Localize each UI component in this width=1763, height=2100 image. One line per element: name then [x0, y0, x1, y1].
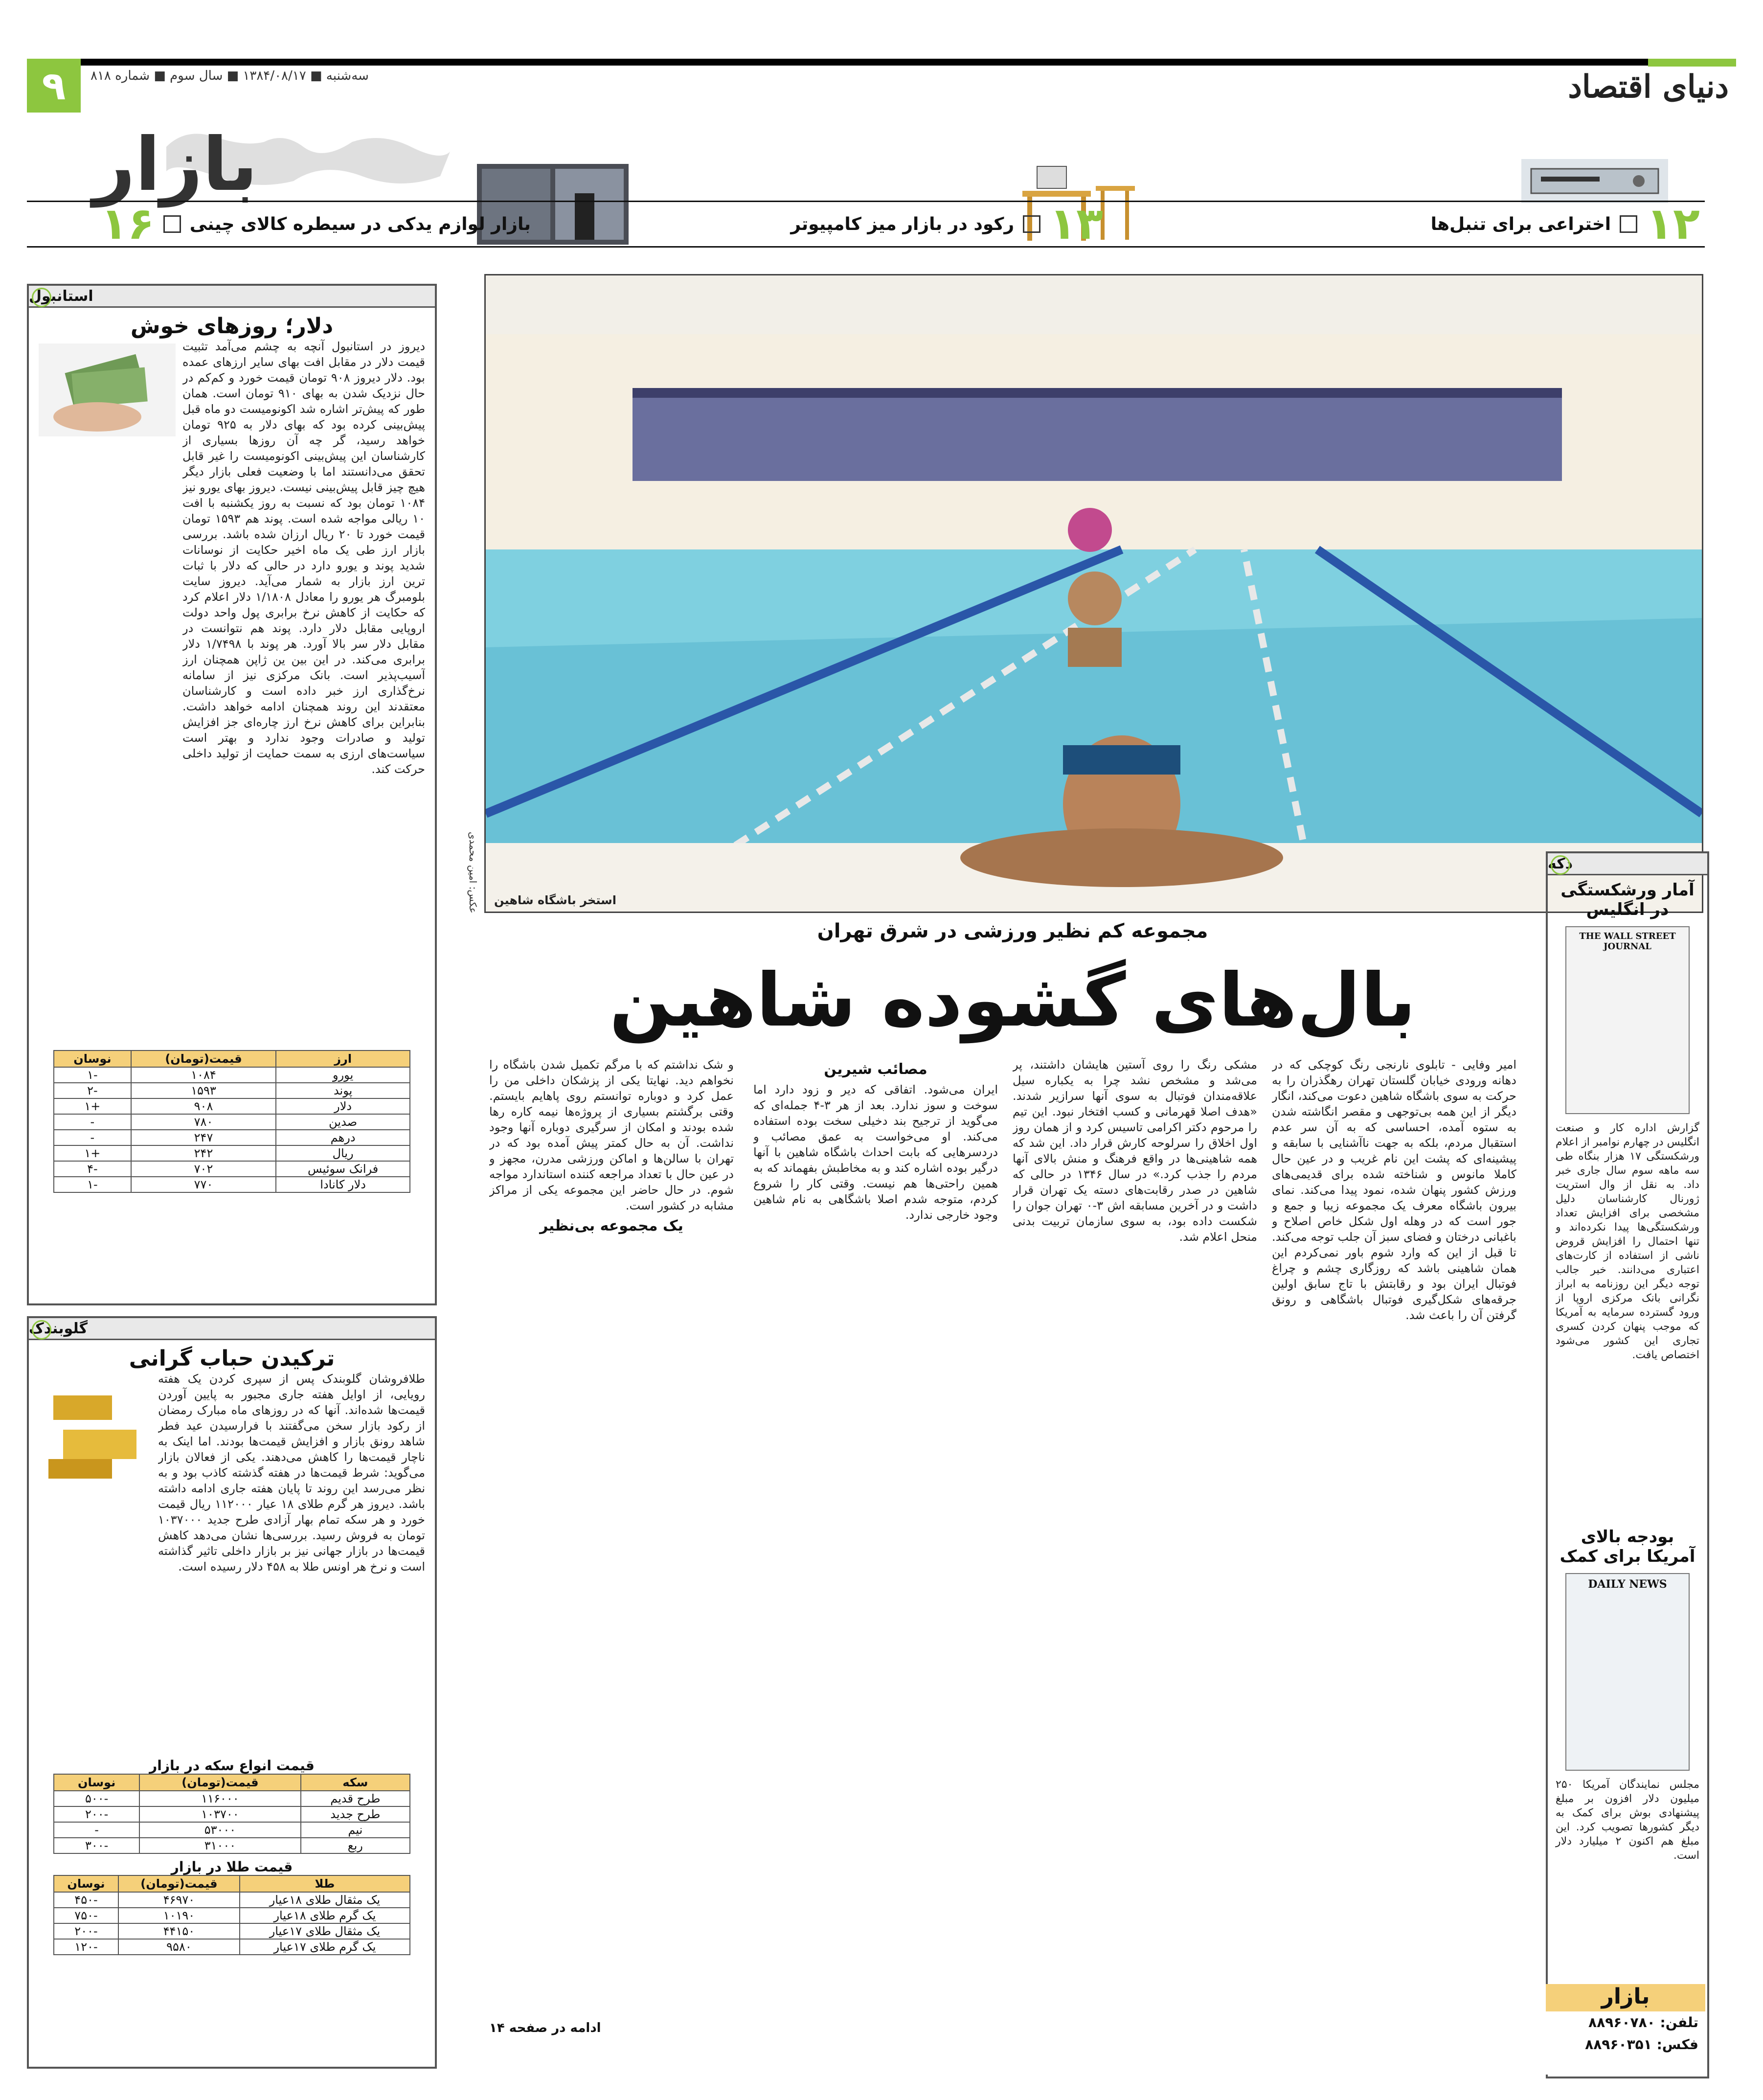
article-col-3: [753, 1057, 998, 2040]
continue-note: ادامه در صفحه ۱۴: [489, 2021, 601, 2035]
table-row: یک مثقال طلای ۱۸عیار ۴۶۹۷۰ -۴۵۰: [54, 1892, 410, 1908]
table-row: ریال ۲۴۲ +۱: [54, 1145, 410, 1161]
photo-caption: استخر باشگاه شاهین: [494, 893, 616, 907]
table-row: صدین ۷۸۰ -: [54, 1114, 410, 1130]
contact-box: [1546, 1984, 1705, 2075]
table-row: طرح قدیم ۱۱۶۰۰۰ -۵۰۰: [54, 1791, 410, 1806]
checkbox-icon: [163, 215, 181, 233]
gold-bars-image: [39, 1376, 151, 1484]
col4-subhead: یک مجموعه بی‌نظیر: [540, 1217, 683, 1234]
table-row: پوند ۱۵۹۳ -۲: [54, 1083, 410, 1098]
table-row: فرانک سوئیس ۷۰۲ -۴: [54, 1161, 410, 1177]
globe-icon: [1551, 855, 1570, 875]
masthead-accent: [1648, 59, 1736, 67]
table-row: ربع ۳۱۰۰۰ -۳۰۰: [54, 1838, 410, 1853]
teaser-spare-parts[interactable]: بازار لوازم یدکی در سیطره کالای چینی ۱۶: [100, 198, 531, 250]
table-row: طرح جدید ۱۰۳۷۰۰ -۲۰۰: [54, 1806, 410, 1822]
gold-sidebar: [27, 1316, 437, 2069]
fx-table: ارز قیمت(تومان) نوسان یورو ۱۰۸۴ -۱ پوند ۱۵۹۳ -۲ دلار ۹۰۸ +۱ صدین ۷۸۰ - درهم ۲۴۷ - ریال ۲۴۲ +۱ فرانک سوئیس ۷۰۲ -۴ دلار کانادا ۷۷۰ -۱: [53, 1050, 410, 1193]
gold-body: طلافروشان گلوبندک پس از سپری کردن یک هفته رویایی، از اوایل هفته جاری مجبور به پایین آوردن قیمت‌ها شده‌اند. آنها که در روزهای ماه مبارک رمضان از رکود بازار سخن می‌گفتند با فرارسیدن عید فطر شاهد رونق بازار و افزایش قیمت‌ها بودند. اما اینک به ناچار قیمت‌ها را کاهش می‌دهند. یکی از فعالان بازار می‌گوید: شرط قیمت‌ها در هفته گذشته کاذب بود و به نظر می‌رسد این روند تا پایان هفته جاری ادامه داشته باشد. دیروز هر گرم طلای ۱۸ عیار ۱۱۲۰۰۰ ریال قیمت خورد و هر سکه تمام بهار آزادی طرح جدید ۱۰۳۷۰۰۰ تومان به فروش رسید. بررسی‌ها نشان می‌دهد کاهش قیمت‌ها در بازار جهانی نیز بر بازار داخلی تاثیر گذاشته است و نرخ هر اونس طلا به ۴۵۸ دلار رسیده است.: [158, 1372, 425, 1574]
contact-fax: فکس: ۸۸۹۶۰۳۵۱: [1585, 2036, 1698, 2053]
sidebar-head-istanbul: استانبول: [29, 287, 93, 305]
gold-table-caption: قیمت طلا در بازار: [171, 1859, 293, 1875]
globe-icon: [32, 288, 51, 307]
teaser-row: [27, 198, 1705, 250]
table-row: دلار کانادا ۷۷۰ -۱: [54, 1177, 410, 1192]
sidebar-head-golobandak: گلوبندک: [29, 1320, 88, 1337]
right-column: [1546, 851, 1709, 2078]
istanbul-title: دلار؛ روزهای خوش: [130, 314, 334, 339]
col3-subhead: مصائب شیرین: [824, 1061, 927, 1078]
table-row: دلار ۹۰۸ +۱: [54, 1098, 410, 1114]
checkbox-icon: [1620, 215, 1637, 233]
story2-body: مجلس نمایندگان آمریکا ۲۵۰ میلیون دلار افزون بر مبلغ پیشنهادی بوش برای کمک به دیگر کشورها تصویب کرد. این مبلغ هم اکنون ۲ میلیارد دلار است.: [1556, 1779, 1699, 1862]
money-hand-image: [39, 343, 176, 436]
story1-title: آمار ورشکستگی در انگلیس: [1560, 880, 1695, 919]
teaser-lazy-invention[interactable]: ۱۲ اختراعی برای تنبل‌ها: [1430, 198, 1700, 250]
masthead-bar: [27, 59, 1705, 66]
table-row: درهم ۲۴۷ -: [54, 1130, 410, 1145]
story1-body: گزارش اداره کار و صنعت انگلیس در چهارم نوامبر از اعلام ورشکستگی ۱۷ هزار بنگاه طی سه ماهه سوم سال جاری خبر داد. به نقل از وال استریت ژورنال کارشناسان دلیل مشخصی برای افزایش تعداد ورشکستگی‌ها پیدا نکرده‌اند و تنها احتمال را افزایش قروض ناشی از استفاده از کارت‌های اعتباری می‌دانند. خبر جالب توجه دیگر این روزنامه به ابراز نگرانی بانک مرکزی اروپا از ورود گسترده سرمایه به آمریکا که موجب پنهان کردن کسری تجاری این کشور می‌شود اختصاص یافت.: [1556, 1122, 1699, 1361]
story-kicker: مجموعه کم نظیر ورزشی در شرق تهران: [817, 920, 1208, 942]
daily-news-thumbnail: DAILY NEWS: [1565, 1573, 1690, 1771]
story-headline: بال‌های گشوده شاهین: [609, 958, 1416, 1043]
right-head: دکه: [1548, 855, 1573, 872]
table-row: یک مثقال طلای ۱۷عیار ۴۴۱۵۰ -۲۰۰: [54, 1923, 410, 1939]
table-row: یورو ۱۰۸۴ -۱: [54, 1067, 410, 1083]
table-row: یک گرم طلای ۱۷عیار ۹۵۸۰ -۱۲۰: [54, 1939, 410, 1955]
contact-title: بازار: [1546, 1984, 1705, 2011]
istanbul-sidebar: [27, 284, 437, 1305]
istanbul-body: دیروز در استانبول آنچه به چشم می‌آمد تثبیت قیمت دلار در مقابل افت بهای سایر ارزهای عمده بود. دلار دیروز ۹۰۸ تومان قیمت خورد و کم‌کم در حال نزدیک شدن به بهای ۹۱۰ تومان است. همان طور که پیش‌تر اشاره شد اکونومیست دو ماه قبل پیش‌بینی کرده بود که بهای دلار به ۹۲۵ تومان خواهد رسید، گر چه آن روزها بسیاری از کارشناسان این پیش‌بینی اکونومیست را غیر قابل تحقق می‌دانستند اما با وضعیت فعلی بازار دیگر هیچ چیز قابل پیش‌بینی نیست. دیروز بهای یورو نیز ۱۰۸۴ تومان بود که نسبت به روز یکشنبه با افت ۱۰ ریالی مواجه شده است. پوند هم ۱۵۹۳ تومان قیمت خورد تا ۲۰ ریال ارزان شده باشد. بررسی بازار ارز طی یک ماه اخیر حکایت از نوسانات شدید پوند و یورو دارد در حالی که دلار با ثبات ترین ارز بازار به شمار می‌آید. دیروز سایت بلومبرگ هر یورو را معادل ۱/۱۸۰۸ دلار اعلام کرد که حکایت از کاهش نرخ برابری پول واحد دولت اروپایی مقابل دلار دارد. پوند هم نتوانست در مقابل دلار سر بالا آورد. هر پوند با ۱/۷۴۹۸ دلار برابری می‌کند. در این بین ین ژاپن همچنان ارز آسیب‌پذیر است. بانک مرکزی نیز از سامانه نرخ‌گذاری ارز خبر داده است و کارشناسان معتقدند این روند همچنان ادامه خواهد داشت. بنابراین برای کاهش نرخ ارز چاره‌ای جز افزایش تولید و صادرات وجود ندارد و بهتر است سیاست‌های ارزی به سمت حمایت از تولید داخلی حرکت کند.: [182, 340, 425, 776]
photo-credit: عکس: امین محمدی: [467, 832, 479, 913]
contact-phone: تلفن: ۸۸۹۶۰۷۸۰: [1588, 2014, 1698, 2031]
globe-icon: [32, 1320, 51, 1340]
col3-body: ایران می‌شود. اتفاقی که دیر و زود دارد اما سوخت و سوز ندارد. بعد از هر ۳-۴ جمله‌ای که می‌گوید از ترجیح بند دخیلی سخت بوده استفاده می‌کند. او می‌خواست به عمق مصائب و دردسرهایی که بابت احداث باشگاه شاهین با آنها درگیر بوده اشاره کند و به مخاطبش بفهماند که به همین راحتی‌ها هم نیست. وقتی کار را شروع کردم، متوجه شدم اصلا باشگاهی به نام شاهین وجود خارجی ندارد.: [753, 1083, 998, 1222]
page-number: ۹: [27, 59, 81, 113]
newspaper-logo: دنیای اقتصاد: [1568, 68, 1729, 105]
pool-photo: [484, 274, 1703, 913]
gold-table: طلا قیمت(تومان) نوسان یک مثقال طلای ۱۸عیار ۴۶۹۷۰ -۴۵۰ یک گرم طلای ۱۸عیار ۱۰۱۹۰ -۷۵۰ یک مثقال طلای ۱۷عیار ۴۴۱۵۰ -۲۰۰ یک گرم طلای ۱۷عیار ۹۵۸۰ -۱۲۰: [53, 1875, 410, 1955]
story2-title: بودجه بالای آمریکا برای کمک: [1560, 1527, 1695, 1566]
gold-title: ترکیدن حباب گرانی: [129, 1346, 335, 1371]
article-col-1: امیر وفایی - تابلوی نارنجی رنگ کوچکی که در دهانه ورودی خیابان گلستان تهران رهگذران را به حرکت به سوی باشگاه شاهین دعوت می‌کند، انگار دیگر از این همه بی‌توجهی و مقصر انگاشته شدن به ستوه آمده، احساسی که به آن سر عدم استقبال مردم، بلکه به جهت ناآشنایی با سابقه و پیشینه‌ای که پشت این نام غریب و در عین حال کاملا مانوس و شناخته شده برای قدیمی‌های ورزش کشور پنهان شده، نمود پیدا می‌کند. نمای بیرون باشگاه معرف یک مجموعه زیبا و جمع و جور است که در وهله اول شکل خاص اصلاح و باغبانی درختان و فضای سبز آن جلب توجه می‌کند. تا قبل از این که وارد شوم باور نمی‌کردم این همان شاهینی باشد که روزگاری چشم و چراغ فوتبال ایران بود و رقابتش با تاج سابق اولین جرقه‌های شکل‌گیری فوتبال باشگاهی و رونق گرفتن آن را باعث شد.: [1272, 1058, 1516, 1322]
table-row: یک گرم طلای ۱۸عیار ۱۰۱۹۰ -۷۵۰: [54, 1908, 410, 1923]
teaser-computer-desk[interactable]: ۱۳ رکود در بازار میز کامپیوتر: [791, 198, 1103, 250]
section-title: بازار: [93, 122, 258, 207]
dateline: سه‌شنبه ■ ۱۳۸۴/۰۸/۱۷ ■ سال سوم ■ شماره ۸۱۸: [90, 68, 369, 83]
table-row: نیم ۵۳۰۰۰ -: [54, 1822, 410, 1838]
pool-scene-image: [486, 275, 1702, 912]
article-col-2: مشکی رنگ را روی آستین هایشان داشتند، پر می‌شد و مشخص نشد چرا به یکباره سیل علاقه‌مندان فوتبال به سوی آنها سرازیر شدند. «هدف اصلا قهرمانی و کسب افتخار نبود. این تیم را مرحوم دکتر اکرامی تاسیس کرد و از همان روز اول اخلاق را سرلوحه کارش قرار داد. این شد که همه شاهینی‌ها در واقع فرهنگ و منش بالای آنها مردم را جذب کرد.» در سال ۱۳۴۶ در حالی که شاهین در صدر رقابت‌های دسته یک تهران قرار داشت و در آخرین مسابقه اش ۳-۰ تهران جوان را شکست داده بود، به سوی سازمان تربیت بدنی منحل اعلام شد.: [1013, 1058, 1257, 1244]
coin-table-caption: قیمت انواع سکه در بازار: [149, 1758, 315, 1774]
checkbox-icon: [1023, 215, 1040, 233]
wsj-thumbnail: THE WALL STREET JOURNAL: [1565, 926, 1690, 1114]
coin-table-wrap: [53, 1758, 410, 1955]
coin-table: سکه قیمت(تومان) نوسان طرح قدیم ۱۱۶۰۰۰ -۵۰۰ طرح جدید ۱۰۳۷۰۰ -۲۰۰ نیم ۵۳۰۰۰ - ربع ۳۱۰۰۰ -۳۰۰: [53, 1774, 410, 1854]
fx-table-wrap: [53, 1050, 410, 1193]
col4-body: و شک نداشتم که با مرگم تکمیل شدن باشگاه را نخواهم دید. نهایتا یکی از پزشکان داخلی من را عمل کرد و دوباره توانستم روی پاهایم بایستم. وقتی برگشتم بسیاری از پروژه‌ها نیمه کاره رها شده بودند و امکان از سرگیری دوباره آنها وجود نداشت. آن به حال کمتر پیش آمده بود که در تهران با سالن‌ها و اماکن ورزشی مدرن، مجهز و در عین حال با تعداد مراجعه کننده استاندارد مواجه شوم. در حال حاضر این مجموعه یکی از مراکز مشابه در کشور است.: [489, 1058, 734, 1212]
article-col-4: [489, 1057, 734, 2040]
dvd-player-image: [1521, 159, 1668, 203]
